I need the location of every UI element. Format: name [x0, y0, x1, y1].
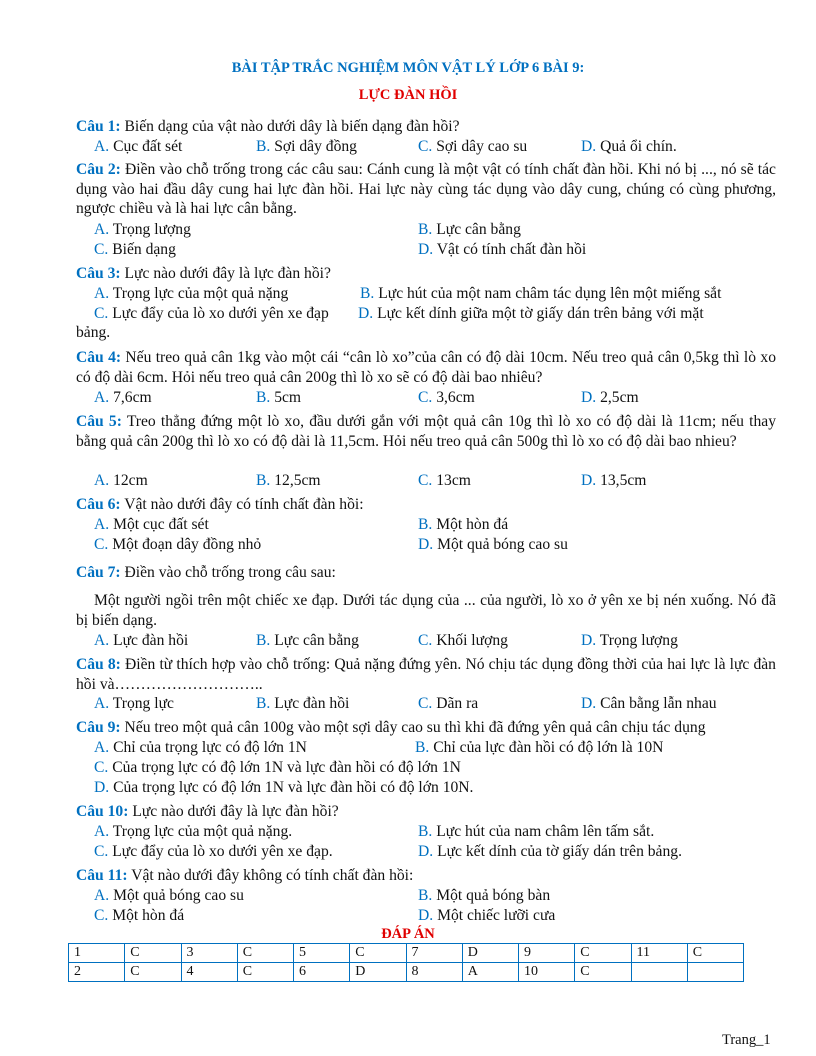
question-text: Nếu treo một quả cân 100g vào một sợi dây cao su thì khi đã đứng yên quả cân chịu tác dụng	[124, 719, 706, 736]
option-text: 12cm	[113, 472, 148, 489]
option-10a	[94, 822, 292, 842]
option-4a	[94, 388, 152, 408]
option-key: B.	[418, 516, 433, 533]
option-2b	[418, 220, 521, 240]
table-row	[69, 963, 744, 982]
option-5a	[94, 471, 148, 491]
option-key: B.	[256, 632, 271, 649]
question-3	[76, 264, 776, 284]
option-8c	[418, 694, 478, 714]
option-key: D.	[418, 843, 434, 860]
question-number: Câu 8:	[76, 656, 121, 673]
question-text: Biến dạng của vật nào dưới dây là biến dạng đàn hồi?	[124, 118, 460, 135]
option-key: A.	[94, 389, 110, 406]
option-text: Một cục đất sét	[113, 516, 209, 533]
question-number: Câu 9:	[76, 719, 121, 736]
option-key: B.	[415, 739, 430, 756]
option-key: A.	[94, 285, 110, 302]
option-key: A.	[94, 695, 110, 712]
document-title: BÀI TẬP TRẮC NGHIỆM MÔN VẬT LÝ LỚP 6 BÀI 9:	[231, 60, 585, 76]
answer-cell: 7	[406, 944, 462, 963]
answer-cell: C	[237, 963, 293, 982]
option-5c	[418, 471, 471, 491]
answers-title: ĐÁP ÁN	[381, 926, 435, 942]
option-10b	[418, 822, 654, 842]
option-text: Lực đẩy của lò xo dưới yên xe đạp.	[112, 843, 333, 860]
option-text: Một hòn đá	[436, 516, 509, 533]
question-text: Treo thẳng đứng một lò xo, đầu dưới gắn với một quả cân 10g thì lò xo có độ dài là 11cm; nếu thay bằng quả cân 200g thì lò xo có độ dài là 11,5cm. Hỏi nếu treo quả cân 500g thì lò xo có độ dài bao nhieu?	[76, 413, 776, 450]
option-key: C.	[94, 305, 109, 322]
option-key: A.	[94, 632, 110, 649]
option-text: Trọng lượng	[112, 221, 191, 238]
question-number: Câu 6:	[76, 496, 121, 513]
option-key: B.	[256, 695, 271, 712]
option-text: Của trọng lực có độ lớn 1N và lực đàn hồi có độ lớn 1N	[112, 759, 461, 776]
answer-cell: 11	[631, 944, 687, 963]
option-key: D.	[94, 779, 110, 796]
option-key: C.	[94, 907, 109, 924]
question-text: Vật nào dưới đây không có tính chất đàn hồi:	[131, 867, 414, 884]
option-text: Biến dạng	[112, 241, 176, 258]
option-key: C.	[94, 843, 109, 860]
option-text: Trọng lượng	[599, 632, 678, 649]
option-text: 13,5cm	[600, 472, 647, 489]
option-key: D.	[581, 632, 597, 649]
answer-cell: D	[462, 944, 518, 963]
option-text: Của trọng lực có độ lớn 1N và lực đàn hồi có độ lớn 10N.	[113, 779, 474, 796]
option-text: Lực kết dính giữa một tờ giấy dán trên bảng với mặt	[377, 305, 704, 322]
question-number: Câu 5:	[76, 413, 122, 430]
option-key: A.	[94, 221, 110, 238]
option-7a	[94, 631, 188, 651]
answer-cell: D	[350, 963, 406, 982]
option-text: Lực đàn hồi	[274, 695, 350, 712]
option-key: B.	[256, 138, 271, 155]
option-8b	[256, 694, 349, 714]
answer-cell: 9	[519, 944, 575, 963]
option-10c	[94, 842, 333, 862]
answer-cell: C	[687, 944, 743, 963]
option-text: 2,5cm	[600, 389, 639, 406]
option-text: Một hòn đá	[112, 907, 185, 924]
question-number: Câu 2:	[76, 161, 121, 178]
option-1d	[581, 137, 677, 157]
option-key: A.	[94, 739, 110, 756]
option-key: D.	[581, 695, 597, 712]
option-4c	[418, 388, 475, 408]
option-text: Chỉ của trọng lực có độ lớn 1N	[113, 739, 307, 756]
option-text: 7,6cm	[113, 389, 152, 406]
option-text: Lực hút của nam châm lên tấm sắt.	[436, 823, 655, 840]
table-row	[69, 944, 744, 963]
option-text: Lực kết dính của tờ giấy dán trên bảng.	[437, 843, 682, 860]
question-7-paragraph: Một người ngồi trên một chiếc xe đạp. Dưới tác dụng của ... của người, lò xo ở yên xe bị nén xuống. Nó đã bị biến dạng.	[76, 592, 776, 629]
option-9a	[94, 738, 307, 758]
document-subtitle: LỰC ĐÀN HỒI	[358, 87, 458, 103]
answer-cell: C	[125, 944, 181, 963]
option-4d	[581, 388, 639, 408]
option-text: Lực cân bằng	[274, 632, 359, 649]
option-9b	[415, 738, 663, 758]
option-2a	[94, 220, 191, 240]
option-7b	[256, 631, 359, 651]
option-key: C.	[418, 389, 433, 406]
question-text: Điền từ thích hợp vào chỗ trống: Quả nặng đứng yên. Nó chịu tác dụng đồng thời của hai lực là lực đàn hồi và………………………..	[76, 656, 776, 693]
option-1b	[256, 137, 357, 157]
answer-cell: 1	[69, 944, 125, 963]
question-6	[76, 495, 776, 515]
option-key: D.	[581, 472, 597, 489]
option-key: D.	[581, 138, 597, 155]
option-key: C.	[418, 695, 433, 712]
option-key: C.	[94, 241, 109, 258]
option-text: Một quả bóng bàn	[436, 887, 551, 904]
question-number: Câu 4:	[76, 349, 122, 366]
option-key: D.	[358, 305, 374, 322]
option-9d	[94, 778, 473, 798]
option-key: A.	[94, 472, 110, 489]
question-text: Điền vào chỗ trống trong câu sau:	[124, 564, 336, 581]
option-text: Một đoạn dây đồng nhỏ	[112, 536, 262, 553]
option-text: Trọng lực của một quả nặng.	[112, 823, 293, 840]
answer-cell: 2	[69, 963, 125, 982]
option-1c	[418, 137, 527, 157]
option-text: Lực đẩy của lò xo dưới yên xe đạp	[112, 305, 329, 322]
option-text: 12,5cm	[274, 472, 321, 489]
option-6b	[418, 515, 508, 535]
option-key: C.	[94, 759, 109, 776]
option-10d	[418, 842, 682, 862]
answer-cell: C	[350, 944, 406, 963]
option-11c	[94, 906, 184, 926]
question-3-tail: bảng.	[76, 324, 111, 341]
option-key: A.	[94, 887, 110, 904]
answer-cell: C	[125, 963, 181, 982]
option-3b	[360, 284, 721, 304]
option-text: Trọng lực của một quả nặng	[112, 285, 289, 302]
option-text: Chỉ của lực đàn hồi có độ lớn là 10N	[433, 739, 664, 756]
option-text: Sợi dây cao su	[436, 138, 528, 155]
option-key: A.	[94, 516, 110, 533]
question-5	[76, 412, 776, 451]
option-key: D.	[581, 389, 597, 406]
option-5d	[581, 471, 646, 491]
question-8	[76, 655, 776, 694]
option-11a	[94, 886, 244, 906]
question-text: Điền vào chỗ trống trong các câu sau: Cánh cung là một vật có tính chất đàn hồi. Khi nó bị ..., nó sẽ tác dụng vào hai đầu dây cung hai lực đàn hồi. Hai lực này cùng tác dụng vào dây cung, chúng có cùng phương, ngược chiều và là hai lực cân bằng.	[76, 161, 776, 217]
option-text: Cân bằng lẫn nhau	[600, 695, 717, 712]
option-key: B.	[360, 285, 375, 302]
option-key: D.	[418, 536, 434, 553]
option-text: 13cm	[436, 472, 471, 489]
question-10	[76, 802, 776, 822]
question-number: Câu 1:	[76, 118, 121, 135]
answer-cell: 4	[181, 963, 237, 982]
question-text: Nếu treo quả cân 1kg vào một cái “cân lò xo”của cân có độ dài 10cm. Nếu treo quả cân 0,5kg thì lò xo có độ dài 6cm. Hỏi nếu treo quả cân 200g thì lò xo sẽ có độ dài bao nhiêu?	[76, 349, 776, 386]
option-text: Một quả bóng cao su	[113, 887, 244, 904]
question-text: Lực nào dưới đây là lực đàn hồi?	[124, 265, 331, 282]
option-text: Lực hút của một nam châm tác dụng lên một miếng sắt	[378, 285, 722, 302]
option-8a	[94, 694, 174, 714]
option-key: A.	[94, 823, 110, 840]
question-number: Câu 11:	[76, 867, 128, 884]
answer-cell: C	[237, 944, 293, 963]
question-1	[76, 117, 776, 137]
question-number: Câu 7:	[76, 564, 121, 581]
option-2d	[418, 240, 586, 260]
question-text: Lực nào dưới đây là lực đàn hồi?	[132, 803, 339, 820]
answer-cell: 10	[519, 963, 575, 982]
option-text: Dãn ra	[436, 695, 479, 712]
option-text: Vật có tính chất đàn hồi	[436, 241, 587, 258]
option-text: Lực cân bằng	[436, 221, 521, 238]
option-3a	[94, 284, 288, 304]
option-8d	[581, 694, 717, 714]
option-key: D.	[418, 907, 434, 924]
option-7d	[581, 631, 678, 651]
answer-cell: 8	[406, 963, 462, 982]
answer-cell: 3	[181, 944, 237, 963]
option-text: 5cm	[274, 389, 302, 406]
option-4b	[256, 388, 301, 408]
option-key: B.	[418, 823, 433, 840]
option-key: A.	[94, 138, 110, 155]
option-6d	[418, 535, 568, 555]
question-number: Câu 3:	[76, 265, 121, 282]
option-3d	[358, 304, 704, 324]
option-11d	[418, 906, 555, 926]
option-key: C.	[94, 536, 109, 553]
question-7	[76, 563, 776, 583]
answer-cell	[631, 963, 687, 982]
option-key: C.	[418, 632, 433, 649]
option-3c	[94, 304, 329, 324]
answer-cell	[687, 963, 743, 982]
answer-cell: C	[575, 963, 631, 982]
option-text: Lực đàn hồi	[113, 632, 189, 649]
option-key: C.	[418, 472, 433, 489]
option-text: Một chiếc lưỡi cưa	[437, 907, 556, 924]
option-text: Một quả bóng cao su	[437, 536, 568, 553]
option-key: B.	[418, 221, 433, 238]
answer-cell: 6	[294, 963, 350, 982]
option-1a	[94, 137, 182, 157]
option-key: B.	[256, 389, 271, 406]
question-2	[76, 160, 776, 219]
option-key: B.	[256, 472, 271, 489]
option-6a	[94, 515, 209, 535]
option-2c	[94, 240, 176, 260]
option-text: Trọng lực	[112, 695, 174, 712]
option-text: Quả ổi chín.	[600, 138, 677, 155]
option-text: Cục đất sét	[113, 138, 183, 155]
option-11b	[418, 886, 550, 906]
option-5b	[256, 471, 321, 491]
option-text: 3,6cm	[436, 389, 475, 406]
question-text: Vật nào dưới đây có tính chất đàn hồi:	[124, 496, 364, 513]
answer-cell: C	[575, 944, 631, 963]
option-key: C.	[418, 138, 433, 155]
option-text: Khối lượng	[436, 632, 508, 649]
page-footer: Trang_1	[722, 1032, 771, 1048]
answer-cell: A	[462, 963, 518, 982]
option-key: D.	[418, 241, 434, 258]
question-number: Câu 10:	[76, 803, 129, 820]
option-6c	[94, 535, 261, 555]
question-9	[76, 718, 776, 738]
option-7c	[418, 631, 508, 651]
answer-cell: 5	[294, 944, 350, 963]
question-4	[76, 348, 776, 387]
option-9c	[94, 758, 461, 778]
option-key: B.	[418, 887, 433, 904]
answers-table	[68, 943, 744, 982]
question-11	[76, 866, 776, 886]
option-text: Sợi dây đồng	[274, 138, 357, 155]
